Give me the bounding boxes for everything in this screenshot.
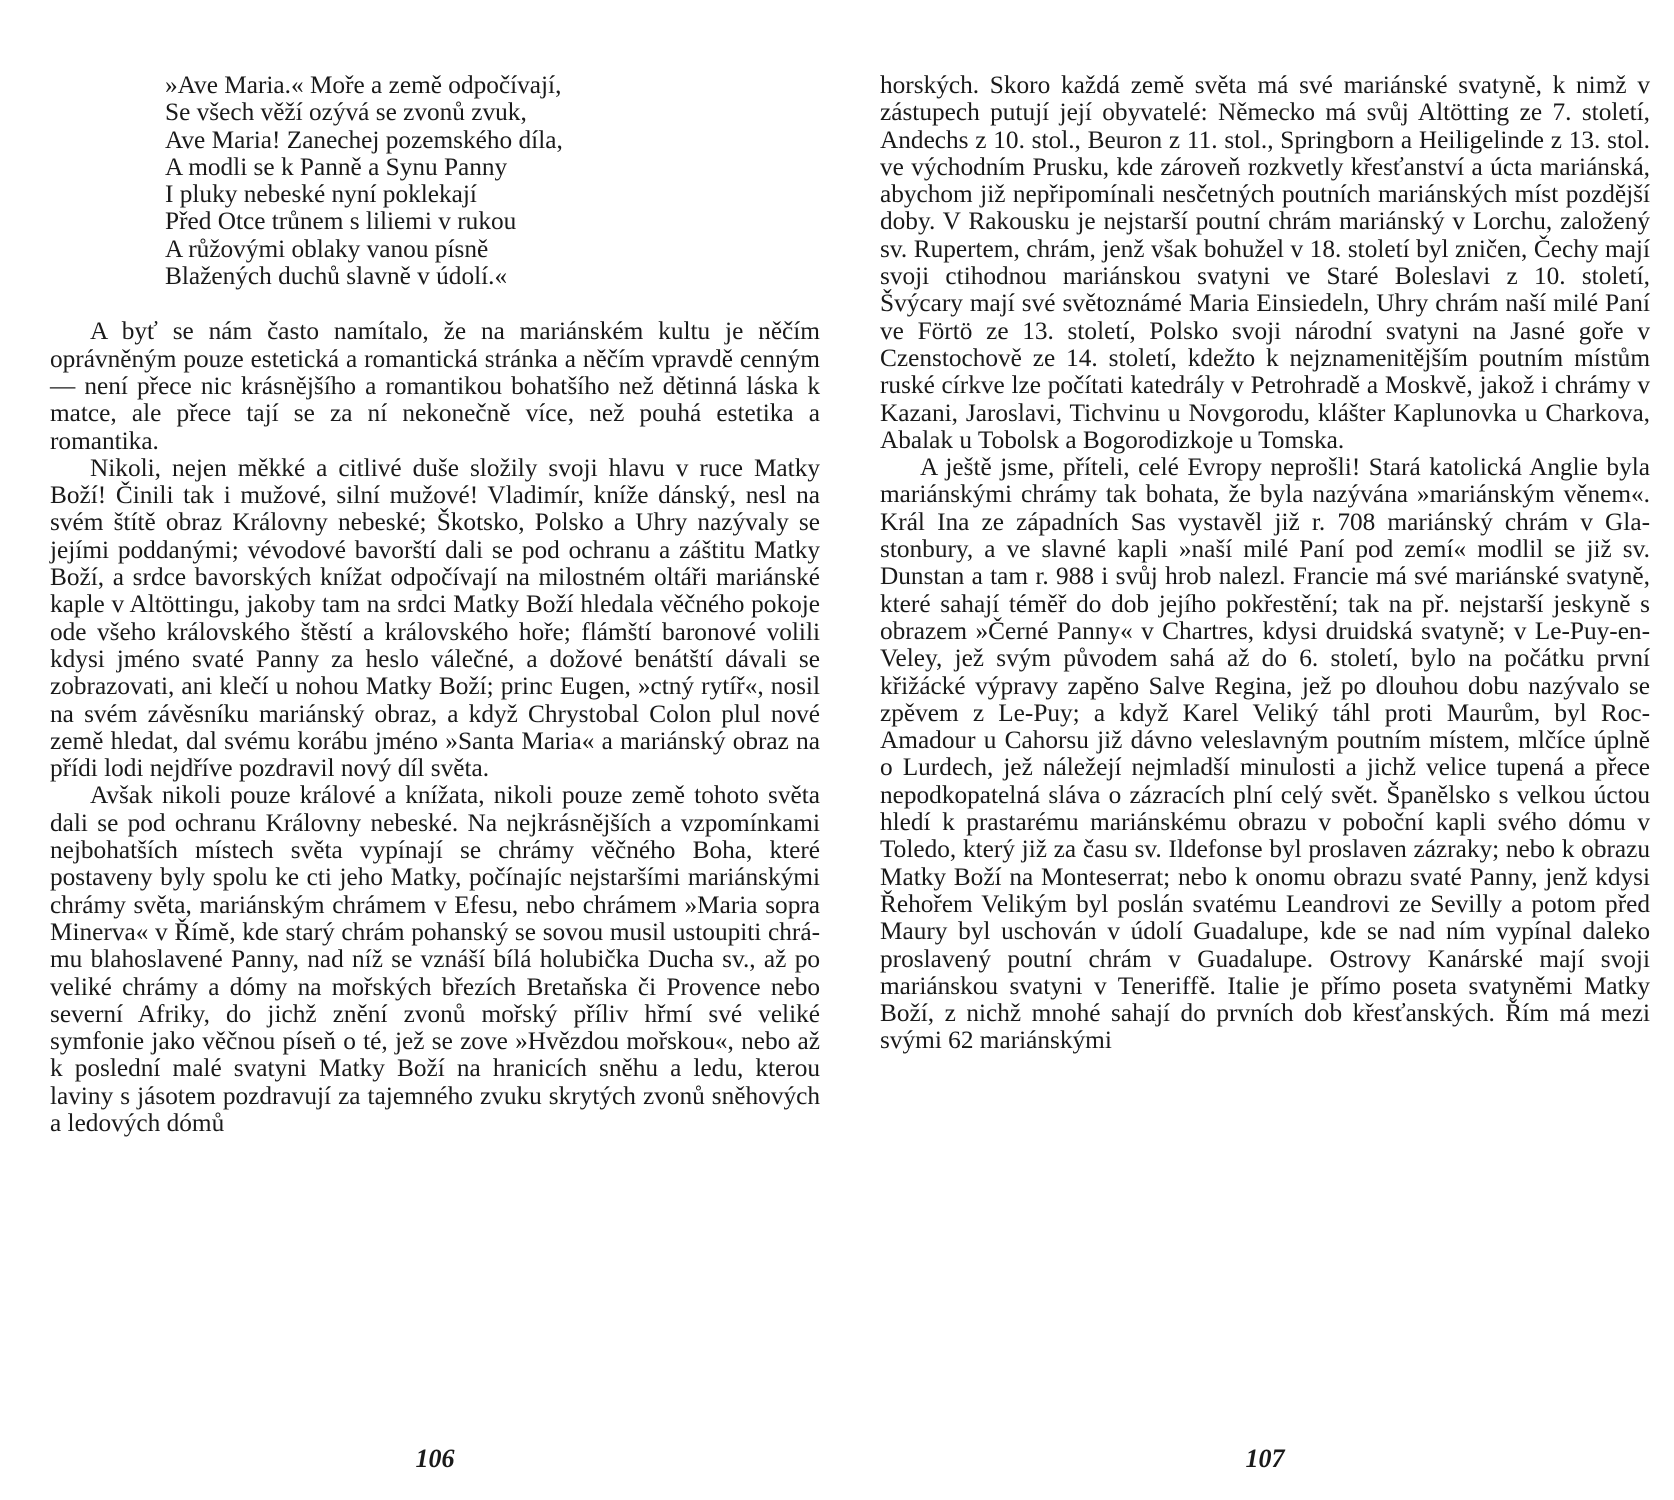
poem-line: A růžovými oblaky vanou písně xyxy=(165,234,489,263)
poem-line: Se všech věží ozývá se zvonů zvuk, xyxy=(165,98,527,127)
poem-line: I pluky nebeské nyní poklekají xyxy=(165,180,477,209)
poem xyxy=(165,72,820,290)
poem-line: Před Otce trůnem s liliemi v rukou xyxy=(165,207,517,236)
left-page xyxy=(50,72,820,1472)
poem-line: A modli se k Panně a Synu Panny xyxy=(165,152,508,181)
paragraph: A ještě jsme, příteli, celé Evropy neprošli! Stará katolická Anglie byla mariánskými chrámy tak bohata, že byla nazývána »mariánským věnem«. Král Ina ze západních Sas vystavěl již r. 708 mariánský chrám v Glastonbury, a ve slavné kapli »naší milé Paní pod zemí« modlil se již sv. Dunstan a tam r. 988 i svůj hrob nalezl. Francie má své mariánské svatyně, které sahají téměř do dob jejího pokřestění; tak na př. nejstarší jeskyně s obrazem »Černé Panny« v Chartres, kdysi druidská svatyně; v Le-Puy-en-Veley, jež svým původem sahá až do 6. století, bylo na počátku první křižácké výpravy zapěno Salve Regina, jež po dlouhou dobu nazývalo se zpěvem z Le-Puy; a když Karel Veliký táhl proti Maurům, byl Roc-Amadour u Cahorsu již dávno veleslavným poutním místem, mlčíce úplně o Lurdech, jež náležejí nejmladší minulosti a jichž velice tupená a přece nepodkopatelná sláva o zázracích plní celý svět. Španělsko s velkou úctou hledí k prastarému mariánskému obrazu v poboční kapli svého dómu v Toledo, který již za času sv. Ildefonse byl proslaven zázraky; nebo k obrazu Matky Boží na Monteserrat; nebo k onomu obrazu svaté Panny, jenž kdysi Řehořem Velikým byl poslán svatému Leandrovi ze Sevilly a potom před Maury byl uschován v údolí Guadalupe, kde se nad ním vypínal daleko proslavený poutní chrám v Guadalupe. Ostrovy Kanárské mají svoji mariánskou svatyni v Teneriffě. Italie je přímo poseta svatyněmi Matky Boží, z nichž mnohé sahají do prvních dob křesťanských. Řím má mezi svými 62 mariánskými xyxy=(880,453,1650,1055)
paragraph: Avšak nikoli pouze králové a knížata, nikoli pouze země tohoto světa dali se pod ochranu Královny nebeské. Na nejkrásnějších a vzpomínkami nejbohatších místech světa vypínají se chrámy věčného Boha, které postaveny byly spolu ke cti jeho Matky, počínajíc nejstaršími mariánskými chrámy světa, mariánským chrámem v Efesu, nebo chrámem »Maria sopra Minerva« v Římě, kde starý chrám pohanský se sovou musil ustoupiti chrámu blahoslavené Panny, nad níž se vznáší bílá holubička Ducha sv., až po veliké chrámy a dómy na mořských březích Bretaňska či Provence nebo severní Afriky, do jichž znění zvonů mořský příliv hřmí své veliké symfonie jako věčnou píseň o té, jež se zove »Hvězdou mořskou«, nebo až k poslední malé svatyni Matky Boží na hranicích sněhu a ledu, kterou laviny s jásotem pozdravují za tajemného zvuku skrytých zvonů sněhových a ledových dómů xyxy=(50,781,820,1137)
poem-line: Blažených duchů slavně v údolí.« xyxy=(165,262,508,291)
page-number: 106 xyxy=(415,1444,455,1473)
paragraph: horských. Skoro každá země světa má své mariánské svatyně, k nimž v zástupech putují její obyvatelé: Německo má svůj Altötting ze 7. století, Andechs z 10. stol., Beuron z 11. stol., Springborn a Heiligelinde z 13. stol. ve východním Prusku, kde zároveň rozkvetly křesťanství a úcta mariánská, abychom již nepřipomínali nesčetných poutních mariánských míst pozdější doby. V Rakousku je nejstarší poutní chrám mariánský v Lorchu, založený sv. Rupertem, chrám, jenž však bohužel v 18. století byl zničen, Čechy mají svoji ctihodnou mariánskou svatyni ve Staré Boleslavi z 10. století, Švýcary mají své světoznámé Maria Einsiedeln, Uhry chrám naší milé Paní ve Förtö ze 13. století, Polsko svoji národní svatyni na Jasné goře v Czenstochově ze 14. století, kdežto k nejznamenitějším poutním místům ruské církve lze počítati katedrály v Petrohradě a Moskvě, jakož i chrámy v Kazani, Jaroslavi, Tichvinu u Novgorodu, klášter Kaplunovka u Charkova, Abalak u Tobolsk a Bogorodizkoje u Tomska. xyxy=(880,71,1650,454)
paragraph: A byť se nám často namítalo, že na mariánském kultu je něčím oprávněným pouze estetická a romantická stránka a něčím vpravdě cenným — není přece nic krásnějšího a romantikou bohatšího než dětinná láska k matce, ale přece tají se za ní nekonečně více, než pouhá estetika a romantika. xyxy=(50,317,820,455)
poem-line: Ave Maria! Zanechej pozemského díla, xyxy=(165,125,563,154)
paragraph: Nikoli, nejen měkké a citlivé duše složily svoji hlavu v ruce Matky Boží! Činili tak i mužové, silní mužové! Vladimír, kníže dánský, nesl na svém štítě obraz Královny nebeské; Škotsko, Polsko a Uhry nazývaly se jejími poddanými; vévodové bavorští dali se pod ochranu a záštitu Matky Boží, a srdce bavorských knížat odpočívají na milostném oltáři mariánské kaple v Altöttingu, jakoby tam na srdci Matky Boží hledala věčného pokoje ode všeho královského štěstí a královského hoře; flámští baronové volili kdysi jméno svaté Panny za heslo válečné, a dožové benátští dávali se zobrazovati, ani klečí u nohou Matky Boží; princ Eugen, »ctný rytíř«, nosil na svém závěsníku mariánský obraz, a když Chrystobal Colon plul nové země hledat, dal svému korábu jméno »Santa Maria« a mariánský obraz na přídi lodi nejdříve pozdravil nový díl světa. xyxy=(50,453,820,783)
left-body-text xyxy=(50,318,820,1137)
right-page xyxy=(880,72,1650,1472)
page-number: 107 xyxy=(1245,1444,1285,1473)
right-body-text xyxy=(880,72,1650,1055)
poem-line: »Ave Maria.« Moře a země odpočívají, xyxy=(165,71,562,99)
